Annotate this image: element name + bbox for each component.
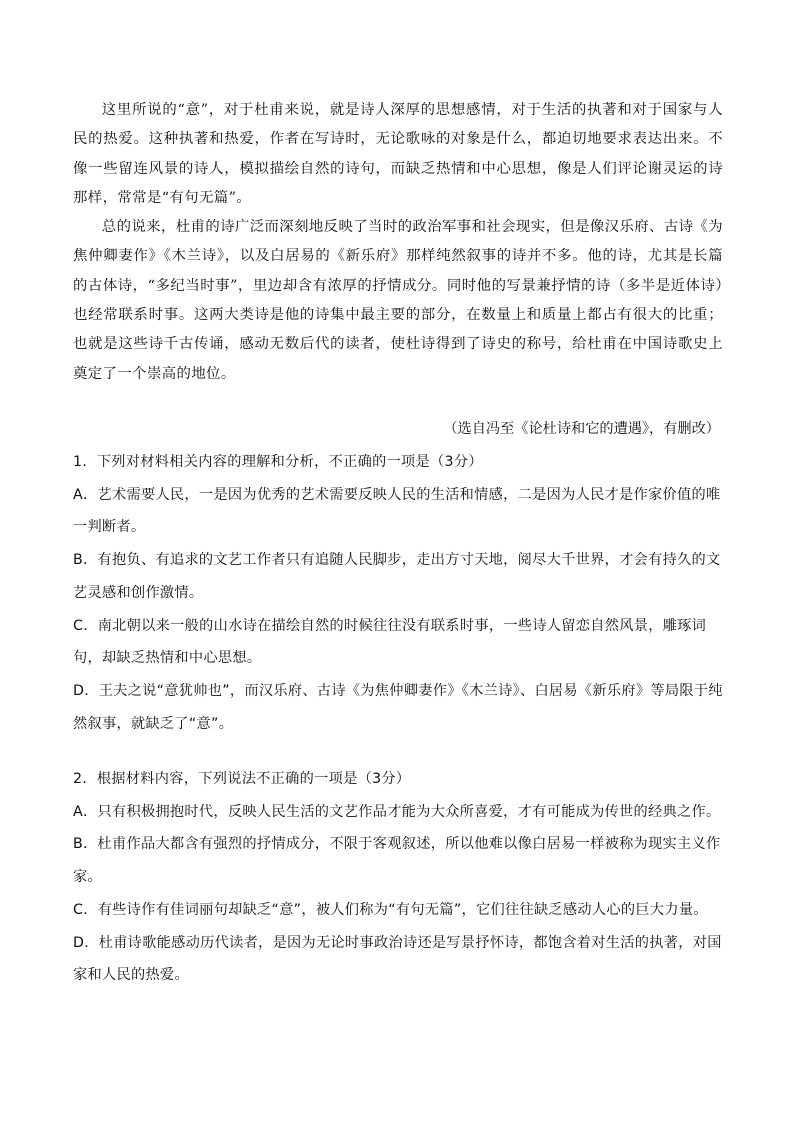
question-1 — [73, 446, 725, 740]
question-2 — [73, 763, 725, 992]
option-c: C．南北朝以来一般的山水诗在描绘自然的时候往往没有联系时事，一些诗人留恋自然风景，雕琢词句，却缺乏热情和中心思想。 — [73, 617, 707, 667]
option-b: B．杜甫作品大都含有强烈的抒情成分，不限于客观叙述，所以他难以像白居易一样被称为现实主义作家。 — [73, 836, 721, 886]
option-b: B．有抱负、有追求的文艺工作者只有追随人民脚步，走出方寸天地，阅尽大千世界，才会有持久的文艺灵感和创作激情。 — [73, 552, 721, 601]
question-stem: 2．根据材料内容，下列说法不正确的一项是（3分） — [73, 771, 411, 787]
passage-paragraph: 总的说来，杜甫的诗广泛而深刻地反映了当时的政治军事和社会现实，但是像汉乐府、古诗《为焦仲卿妻作》《木兰诗》，以及白居易的《新乐府》那样纯然叙事的诗并不多。他的诗，尤其是长篇的古体诗，“多纪当时事”，里边却含有浓厚的抒情成分。同时他的写景兼抒情的诗（多半是近体诗）也经常联系时事。这两大类诗是他的诗集中最主要的部分，在数量上和质量上都占有很大的比重；也就是这些诗千古传诵，感动无数后代的读者，使杜诗得到了诗史的称号，给杜甫在中国诗歌史上奠定了一个崇高的地位。 — [73, 219, 724, 382]
option-a: A．只有积极拥抱时代，反映人民生活的文艺作品才能为大众所喜爱，才有可能成为传世的经典之作。 — [73, 803, 721, 820]
option-a: A．艺术需要人民，一是因为优秀的艺术需要反映人民的生活和情感，二是因为人民才是作家价值的唯一判断者。 — [73, 486, 721, 536]
option-d: D．杜甫诗歌能感动历代读者，是因为无论时事政治诗还是写景抒怀诗，都饱含着对生活的执著，对国家和人民的热爱。 — [73, 934, 722, 984]
option-c: C．有些诗作有佳词丽句却缺乏“意”，被人们称为“有句无篇”，它们往往缺乏感动人心的巨大力量。 — [73, 901, 708, 918]
option-d: D．王夫之说“意犹帅也”，而汉乐府、古诗《为焦仲卿妻作》《木兰诗》、白居易《新乐府》等局限于纯然叙事，就缺乏了“意”。 — [73, 682, 723, 732]
reading-passage — [73, 96, 723, 389]
question-stem: 1．下列对材料相关内容的理解和分析，不正确的一项是（3分） — [73, 454, 483, 470]
passage-paragraph: 这里所说的“意”，对于杜甫来说，就是诗人深厚的思想感情，对于生活的执著和对于国家与人民的热爱。这种执著和热爱，作者在写诗时，无论歌咏的对象是什么，都迫切地要求表达出来。不像一些留连风景的诗人，模拟描绘自然的诗句，而缺乏热情和中心思想，像是人们评论谢灵运的诗那样，常常是“有句无篇”。 — [73, 102, 723, 206]
passage-source: （选自冯至《论杜诗和它的遭遇》，有删改） — [443, 421, 720, 437]
